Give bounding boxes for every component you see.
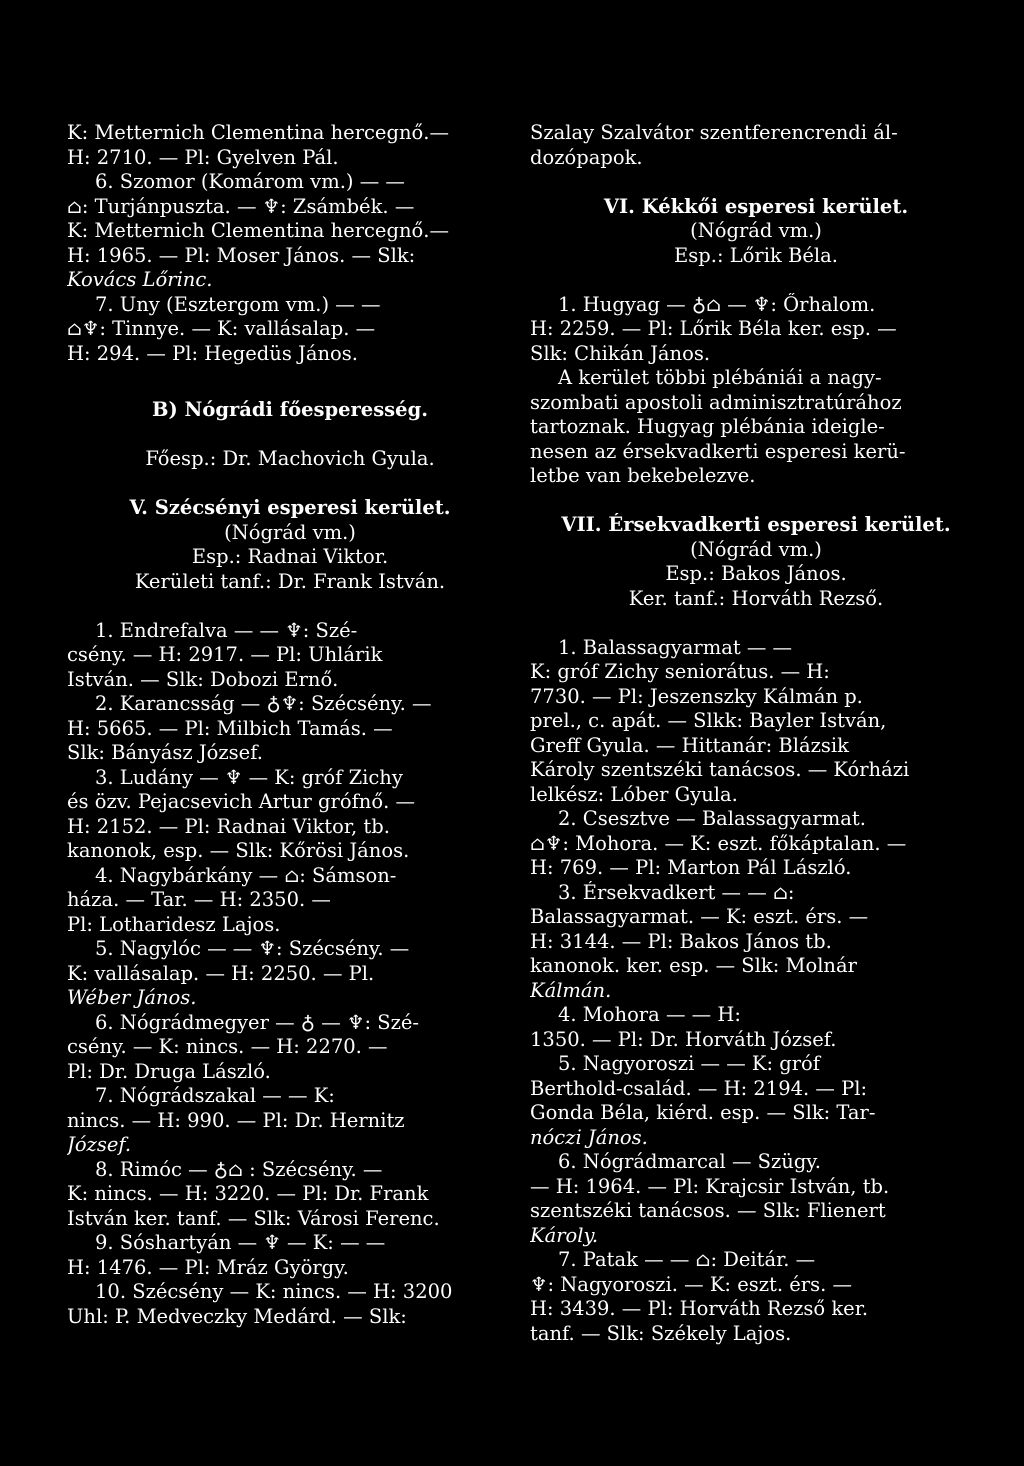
right-column bbox=[530, 121, 982, 1346]
right-column-line: — H: 1964. — Pl: Krajcsir István, tb. bbox=[530, 1174, 890, 1198]
left-column-line: 10. Szécsény — K: nincs. — H: 3200 bbox=[95, 1280, 453, 1303]
right-column-line: tartoznak. Hugyag plébánia ideigle- bbox=[530, 415, 885, 438]
left-column-line: H: 1476. — Pl: Mráz György. bbox=[67, 1255, 349, 1279]
right-column-line: H: 3439. — Pl: Horváth Rezső ker. bbox=[530, 1297, 869, 1320]
left-column-spacer bbox=[67, 423, 513, 448]
right-column-line: Kálmán. bbox=[530, 978, 612, 1002]
left-column-line: István ker. tanf. — Slk: Városi Ferenc. bbox=[67, 1206, 440, 1230]
right-column-line: Ker. tanf.: Horváth Rezső. bbox=[628, 586, 884, 610]
left-column-line: Slk: Bányász József. bbox=[67, 741, 263, 764]
right-column-line: Greff Gyula. — Hittanár: Blázsik bbox=[530, 733, 849, 757]
left-column-line: K: vallásalap. — H: 2250. — Pl. bbox=[67, 961, 375, 985]
left-column-line: 6. Szomor (Komárom vm.) — — bbox=[95, 170, 405, 193]
right-column-spacer bbox=[530, 489, 982, 514]
left-column-line: 9. Sóshartyán — ♆ — K: — — bbox=[95, 1231, 386, 1254]
right-column-line: ♆: Nagyoroszi. — K: eszt. érs. — bbox=[530, 1272, 853, 1296]
left-column-line: H: 294. — Pl: Hegedüs János. bbox=[67, 341, 358, 365]
right-column-line: 6. Nógrádmarcal — Szügy. bbox=[558, 1150, 821, 1173]
left-column-line: K: Metternich Clementina hercegnő.— bbox=[67, 219, 449, 242]
right-column-line: Esp.: Lőrik Béla. bbox=[674, 243, 838, 267]
left-column-line: 1. Endrefalva — — ♆: Szé- bbox=[95, 618, 358, 642]
right-column-line: Károly szentszéki tanácsos. — Kórházi bbox=[530, 758, 910, 781]
right-column-line: 5. Nagyoroszi — — K: gróf bbox=[558, 1052, 821, 1075]
left-column-line: 4. Nagybárkány — ⌂: Sámson- bbox=[95, 863, 397, 887]
left-column-line: háza. — Tar. — H: 2350. — bbox=[67, 888, 331, 911]
right-column-line: kanonok. ker. esp. — Slk: Molnár bbox=[530, 954, 857, 977]
right-column-spacer bbox=[530, 611, 982, 636]
left-column bbox=[67, 121, 513, 1329]
left-column-line: K: nincs. — H: 3220. — Pl: Dr. Frank bbox=[67, 1182, 429, 1205]
left-column-line: H: 1965. — Pl: Moser János. — Slk: bbox=[67, 243, 416, 267]
right-column-line: szentszéki tanácsos. — Slk: Flienert bbox=[530, 1199, 886, 1222]
right-column-line: (Nógrád vm.) bbox=[690, 219, 822, 242]
right-column-line: 3. Érsekvadkert — — ⌂: bbox=[558, 880, 795, 904]
left-column-line: és özv. Pejacsevich Artur grófnő. — bbox=[67, 790, 415, 813]
left-column-line: H: 5665. — Pl: Milbich Tamás. — bbox=[67, 716, 393, 740]
left-column-line: József. bbox=[67, 1133, 132, 1156]
right-column-line: Slk: Chikán János. bbox=[530, 341, 711, 365]
right-column-line: H: 3144. — Pl: Bakos János tb. bbox=[530, 929, 832, 953]
left-column-line: B) Nógrádi főesperesség. bbox=[152, 398, 428, 421]
right-column-line: Balassagyarmat. — K: eszt. érs. — bbox=[530, 905, 869, 928]
right-column-line: nesen az érsekvadkerti esperesi kerü- bbox=[530, 439, 906, 463]
left-column-line: (Nógrád vm.) bbox=[224, 520, 356, 544]
right-column-line: Károly. bbox=[530, 1223, 599, 1247]
left-column-line: Kovács Lőrinc. bbox=[67, 268, 213, 291]
left-column-line: Wéber János. bbox=[67, 986, 197, 1009]
right-column-line: VI. Kékkői esperesi kerület. bbox=[603, 194, 909, 218]
right-column-line: (Nógrád vm.) bbox=[690, 537, 822, 561]
right-column-line: nóczi János. bbox=[530, 1125, 648, 1149]
right-column-line: VII. Érsekvadkerti esperesi kerület. bbox=[561, 513, 951, 536]
left-column-line: ⌂♆: Tinnye. — K: vallásalap. — bbox=[67, 317, 376, 340]
right-column-spacer bbox=[530, 170, 982, 195]
right-column-line: Szalay Szalvátor szentferencrendi ál- bbox=[530, 121, 898, 144]
right-column-line: 4. Mohora — — H: bbox=[558, 1003, 741, 1026]
right-column-line: K: gróf Zichy seniorátus. — H: bbox=[530, 660, 830, 683]
right-column-line: 2. Csesztve — Balassagyarmat. bbox=[558, 807, 866, 830]
left-column-line: 5. Nagylóc — — ♆: Szécsény. — bbox=[95, 937, 410, 960]
right-column-spacer bbox=[530, 268, 982, 293]
left-column-line: ⌂: Turjánpuszta. — ♆: Zsámbék. — bbox=[67, 194, 415, 218]
left-column-line: Főesp.: Dr. Machovich Gyula. bbox=[145, 447, 435, 470]
right-column-line: H: 769. — Pl: Marton Pál László. bbox=[530, 856, 852, 879]
right-column-line: prel., c. apát. — Slkk: Bayler István, bbox=[530, 709, 887, 732]
right-column-line: lelkész: Lóber Gyula. bbox=[530, 782, 738, 806]
left-column-line: 7. Nógrádszakal — — K: bbox=[95, 1084, 335, 1107]
left-column-spacer bbox=[67, 366, 513, 398]
left-column-line: Pl: Lotharidesz Lajos. bbox=[67, 912, 281, 936]
left-column-line: 7. Uny (Esztergom vm.) — — bbox=[95, 292, 381, 316]
left-column-line: Kerületi tanf.: Dr. Frank István. bbox=[134, 569, 446, 593]
left-column-line: Uhl: P. Medveczky Medárd. — Slk: bbox=[67, 1304, 407, 1328]
right-column-line: tanf. — Slk: Székely Lajos. bbox=[530, 1321, 792, 1345]
left-column-line: csény. — H: 2917. — Pl: Uhlárik bbox=[67, 643, 383, 666]
left-column-line: K: Metternich Clementina hercegnő.— bbox=[67, 121, 449, 144]
right-column-line: dozópapok. bbox=[530, 145, 643, 169]
left-column-line: Esp.: Radnai Viktor. bbox=[191, 545, 389, 568]
right-column-line: 7730. — Pl: Jeszenszky Kálmán p. bbox=[530, 684, 863, 708]
left-column-spacer bbox=[67, 472, 513, 497]
left-column-spacer bbox=[67, 594, 513, 619]
right-column-line: A kerület többi plébániái a nagy- bbox=[558, 366, 882, 389]
right-column-line: letbe van bekebelezve. bbox=[530, 464, 756, 487]
right-column-line: Berthold-család. — H: 2194. — Pl: bbox=[530, 1076, 868, 1100]
left-column-line: István. — Slk: Dobozi Ernő. bbox=[67, 667, 339, 691]
left-column-line: Pl: Dr. Druga László. bbox=[67, 1059, 271, 1083]
right-column-line: ⌂♆: Mohora. — K: eszt. főkáptalan. — bbox=[530, 831, 907, 855]
left-column-line: kanonok, esp. — Slk: Kőrösi János. bbox=[67, 839, 410, 862]
right-column-line: 7. Patak — — ⌂: Deitár. — bbox=[558, 1248, 816, 1271]
left-column-line: nincs. — H: 990. — Pl: Dr. Hernitz bbox=[67, 1108, 405, 1132]
right-column-line: 1. Balassagyarmat — — bbox=[558, 635, 793, 659]
right-column-line: 1. Hugyag — ♁⌂ — ♆: Őrhalom. bbox=[558, 292, 876, 316]
right-column-line: Gonda Béla, kiérd. esp. — Slk: Tar- bbox=[530, 1101, 876, 1124]
left-column-line: H: 2152. — Pl: Radnai Viktor, tb. bbox=[67, 814, 390, 838]
right-column-line: 1350. — Pl: Dr. Horváth József. bbox=[530, 1027, 837, 1051]
left-column-line: 2. Karancsság — ♁♆: Szécsény. — bbox=[95, 692, 432, 715]
left-column-line: H: 2710. — Pl: Gyelven Pál. bbox=[67, 145, 339, 169]
right-column-line: Esp.: Bakos János. bbox=[665, 562, 847, 585]
right-column-line: H: 2259. — Pl: Lőrik Béla ker. esp. — bbox=[530, 317, 897, 340]
left-column-line: csény. — K: nincs. — H: 2270. — bbox=[67, 1035, 388, 1058]
left-column-line: V. Szécsényi esperesi kerület. bbox=[129, 496, 451, 519]
right-column-line: szombati apostoli adminisztratúrához bbox=[530, 390, 902, 414]
left-column-line: 8. Rimóc — ♁⌂ : Szécsény. — bbox=[95, 1157, 383, 1181]
left-column-line: 6. Nógrádmegyer — ♁ — ♆: Szé- bbox=[95, 1010, 419, 1034]
left-column-line: 3. Ludány — ♆ — K: gróf Zichy bbox=[95, 765, 403, 789]
